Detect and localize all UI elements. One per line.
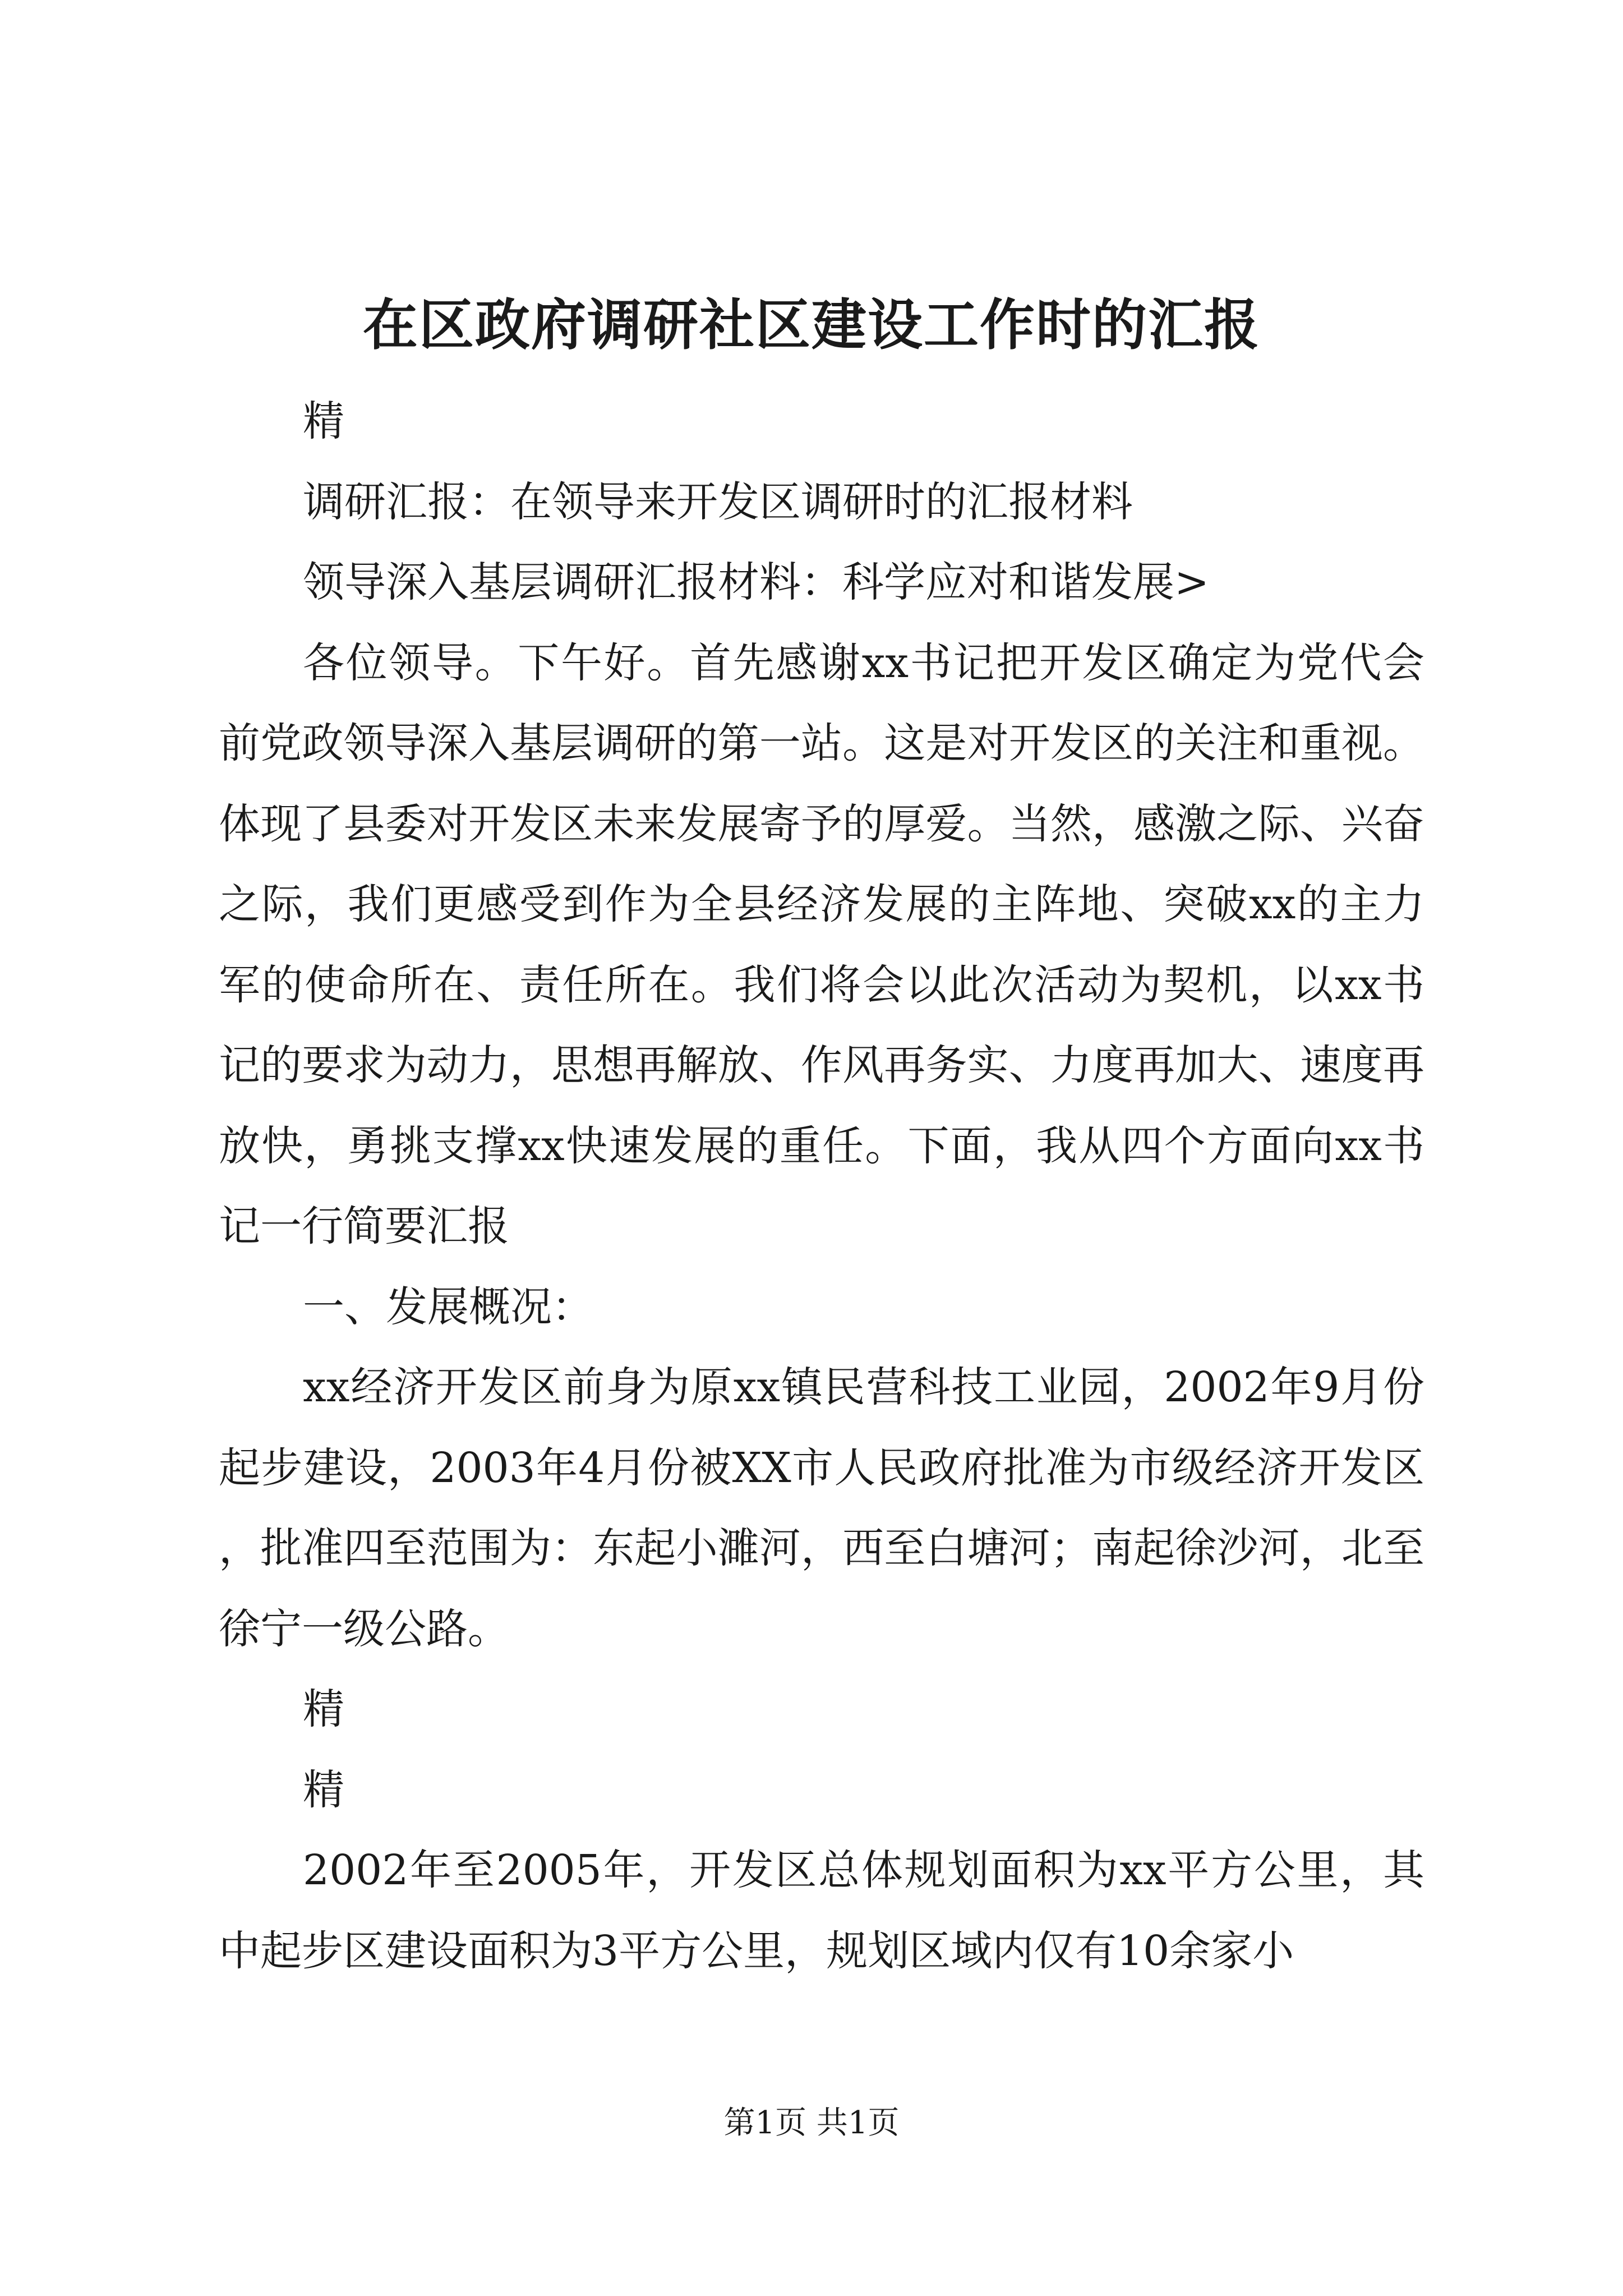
paragraph: 2002年至2005年，开发区总体规划面积为xx平方公里，其中起步区建设面积为3平方公里，规划区域内仅有10余家小	[219, 1846, 1424, 1975]
paragraph: 精	[303, 1685, 344, 1733]
document-title: 在区政府调研社区建设工作时的汇报	[362, 293, 1260, 357]
paragraph: 领导深入基层调研汇报材料：科学应对和谐发展>	[303, 558, 1210, 606]
paragraph: 各位领导。下午好。首先感谢xx书记把开发区确定为党代会前党政领导深入基层调研的第一站。这是对开发区的关注和重视。体现了县委对开发区未来发展寄予的厚爱。当然，感激之际、兴奋之际，我们更感受到作为全县经济发展的主阵地、突破xx的主力军的使命所在、责任所在。我们将会以此次活动为契机，以xx书记的要求为动力，思想再解放、作风再务实、力度再加大、速度再放快，勇挑支撑xx快速发展的重任。下面，我从四个方面向xx书记一行简要汇报	[219, 638, 1424, 1250]
paragraph: 调研汇报：在领导来开发区调研时的汇报材料	[303, 477, 1133, 526]
paragraph: 精	[303, 1765, 344, 1814]
page-footer: 第1页 共1页	[723, 2105, 900, 2141]
paragraph: xx经济开发区前身为原xx镇民营科技工业园，2002年9月份起步建设，2003年4月份被XX市人民政府批准为市级经济开发区，批准四至范围为：东起小濉河，西至白塘河；南起徐沙河，北至徐宁一级公路。	[219, 1363, 1424, 1653]
paragraph: 一、发展概况：	[303, 1282, 593, 1331]
document-body	[219, 381, 1424, 1991]
paragraph: 精	[303, 397, 344, 445]
